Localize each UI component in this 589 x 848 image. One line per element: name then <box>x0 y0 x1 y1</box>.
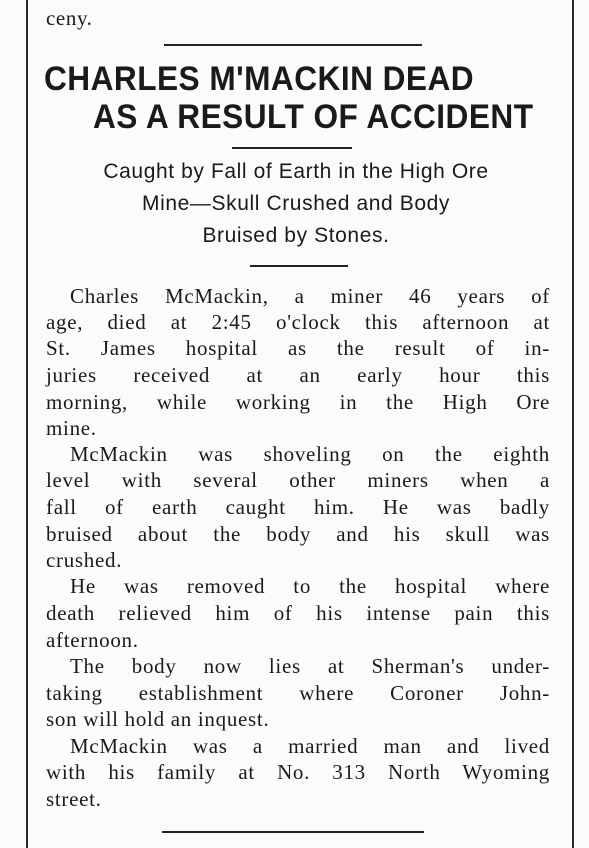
body-line: juries received at an early hour this <box>46 363 550 387</box>
body-line: bruised about the body and his skull was <box>46 522 550 546</box>
body-line: McMackin was a married man and lived <box>70 734 550 758</box>
deck-line-2: Mine—Skull Crushed and Body <box>141 192 451 215</box>
body-line: He was removed to the hospital where <box>70 574 550 598</box>
body-line: fall of earth caught him. He was badly <box>46 495 550 519</box>
body-line: mine. <box>46 416 97 440</box>
body-line: death relieved him of his intense pain this <box>46 601 550 625</box>
body-line: Charles McMackin, a miner 46 years of <box>70 284 550 308</box>
separator-rule-deck <box>250 265 348 267</box>
body-line: St. James hospital as the result of in- <box>46 336 550 360</box>
headline-line-2: AS A RESULT OF ACCIDENT <box>93 98 534 136</box>
body-line: age, died at 2:45 o'clock this afternoon at <box>46 310 550 334</box>
separator-rule-headline <box>232 147 352 149</box>
headline-line-1: CHARLES M'MACKIN DEAD <box>44 60 475 98</box>
body-line: with his family at No. 313 North Wyoming <box>46 760 550 784</box>
body-line: level with several other miners when a <box>46 468 550 492</box>
column-rule-left <box>26 0 28 848</box>
body-line: street. <box>46 787 102 811</box>
separator-rule-bottom <box>162 831 424 833</box>
body-line: crushed. <box>46 548 123 572</box>
body-line: McMackin was shoveling on the eighth <box>70 442 550 466</box>
body-line: son will hold an inquest. <box>46 707 270 731</box>
body-line: The body now lies at Sherman's under- <box>70 654 550 678</box>
body-line: morning, while working in the High Ore <box>46 390 550 414</box>
separator-rule-top <box>164 44 422 46</box>
body-line: taking establishment where Coroner John- <box>46 681 550 705</box>
deck-line-3: Bruised by Stones. <box>202 224 390 247</box>
deck-line-1: Caught by Fall of Earth in the High Ore <box>103 160 489 183</box>
preceding-article-fragment: ceny. <box>46 6 93 30</box>
body-line: afternoon. <box>46 628 139 652</box>
